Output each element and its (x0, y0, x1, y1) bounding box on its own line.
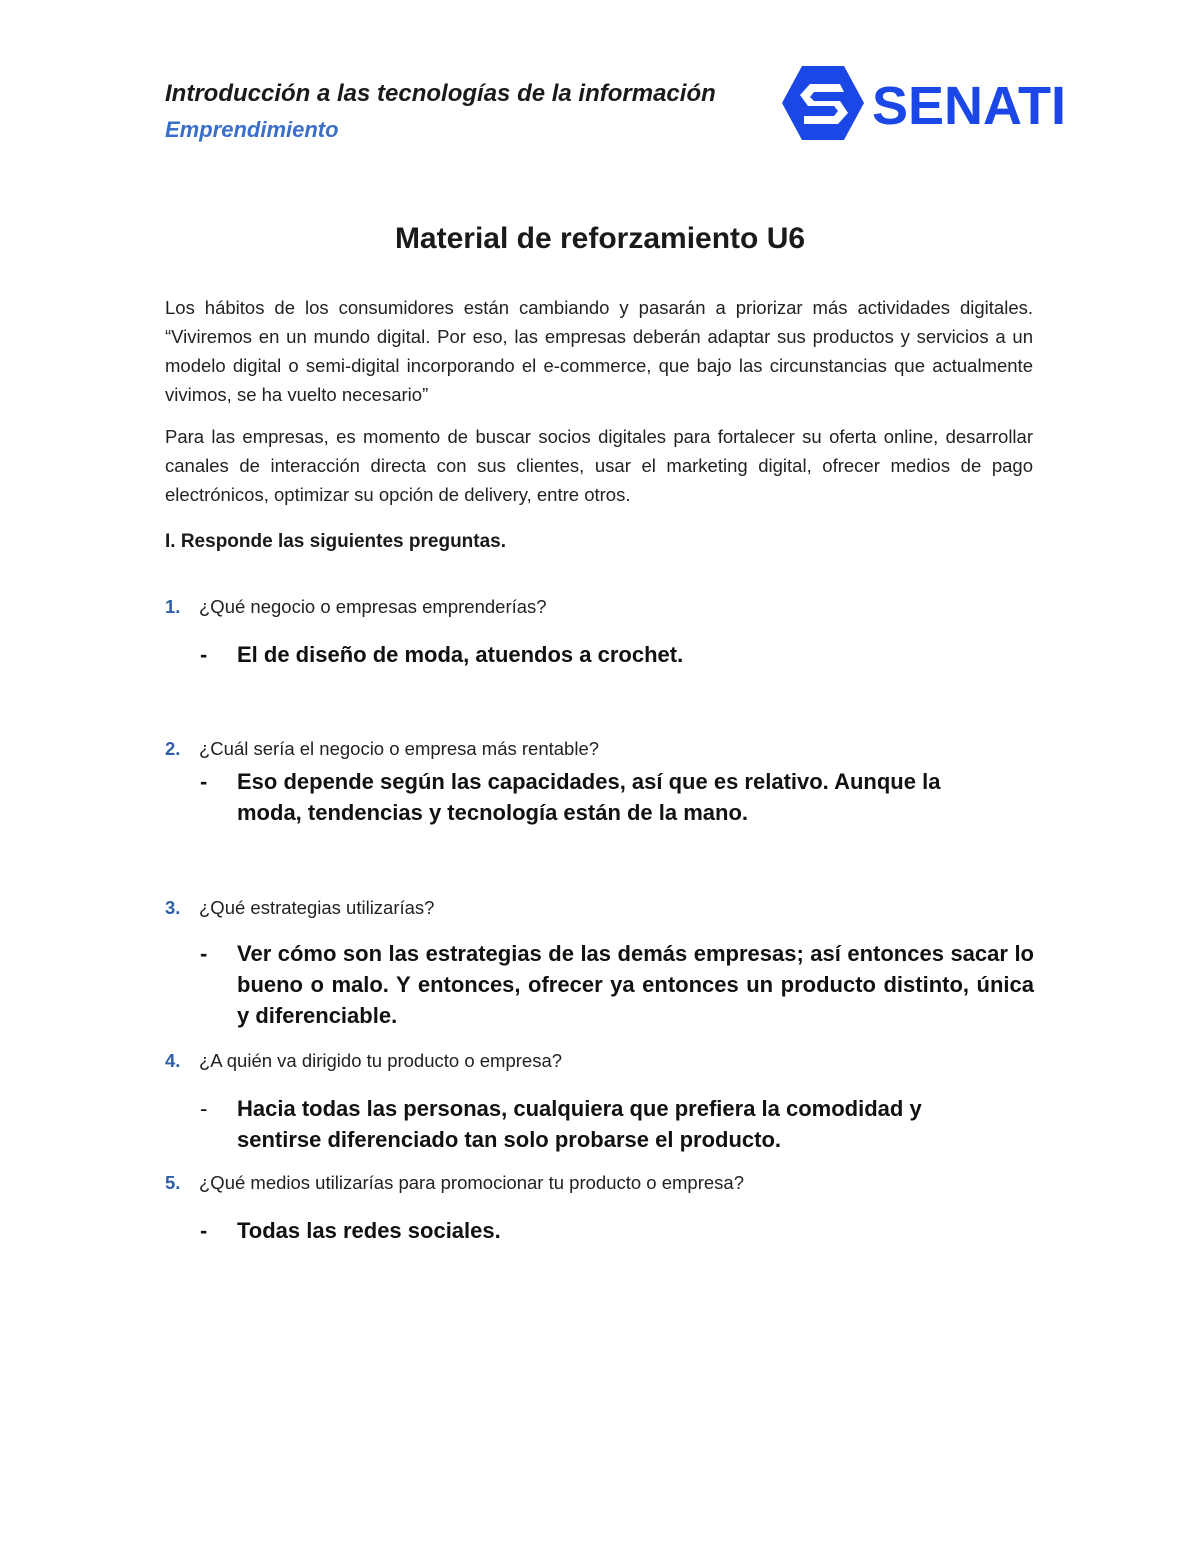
question-text: ¿Qué medios utilizarías para promocionar tu producto o empresa? (199, 1172, 744, 1193)
senati-logo (782, 64, 1072, 142)
answer-text: Eso depende según las capacidades, así que es relativo. Aunque la moda, tendencias y tecnología están de la mano. (237, 769, 941, 825)
senati-logo-text: SENATI (872, 76, 1067, 136)
intro-paragraph: Los hábitos de los consumidores están cambiando y pasarán a priorizar más actividades digitales. “Viviremos en un mundo digital. Por eso, las empresas deberán adaptar sus productos y servicios a un modelo digital o semi-digital incorporando el e-commerce, que bajo las circunstancias que actualmente vivimos, se ha vuelto necesario” (165, 297, 1033, 405)
answer-text: Hacia todas las personas, cualquiera que prefiera la comodidad y sentirse diferenciado tan solo probarse el producto. (237, 1096, 922, 1152)
question-item (165, 738, 599, 760)
answer-item (200, 639, 1034, 670)
course-title: Introducción a las tecnologías de la información (165, 80, 716, 107)
question-item (165, 1050, 562, 1072)
answer-dash: - (200, 1218, 208, 1243)
question-number: 5. (165, 1172, 181, 1193)
answer-item (200, 938, 1034, 1031)
document-title: Material de reforzamiento U6 (394, 222, 806, 255)
question-item (165, 1172, 744, 1194)
question-text: ¿Qué estrategias utilizarías? (199, 897, 435, 918)
context-paragraph: Para las empresas, es momento de buscar socios digitales para fortalecer su oferta online, desarrollar canales de interacción directa con sus clientes, usar el marketing digital, ofrecer medios de pago electrónicos, optimizar su opción de delivery, entre otros. (165, 426, 1033, 505)
answer-dash: - (200, 769, 208, 794)
question-text: ¿Cuál sería el negocio o empresa más rentable? (199, 738, 600, 759)
answer-dash: - (200, 642, 208, 667)
answer-text: Ver cómo son las estrategias de las demás empresas; así entonces sacar lo bueno o malo. Y entonces, ofrecer ya entonces un producto distinto, única y diferenciable. (237, 941, 1034, 1028)
section-heading: I. Responde las siguientes preguntas. (165, 531, 507, 552)
course-subtitle: Emprendimiento (165, 117, 339, 142)
answer-item (200, 1215, 1034, 1246)
question-text: ¿Qué negocio o empresas emprenderías? (199, 596, 547, 617)
answer-item (200, 1093, 960, 1155)
answer-dash: - (200, 941, 208, 966)
question-number: 1. (165, 596, 181, 617)
question-number: 3. (165, 897, 181, 918)
answer-text: Todas las redes sociales. (237, 1218, 501, 1243)
senati-logo-s-mark-icon (800, 84, 848, 124)
answer-item (200, 766, 960, 828)
question-item (165, 596, 547, 618)
question-text: ¿A quién va dirigido tu producto o empresa? (199, 1050, 563, 1071)
answer-text: El de diseño de moda, atuendos a crochet. (237, 642, 684, 667)
question-number: 4. (165, 1050, 181, 1071)
question-number: 2. (165, 738, 181, 759)
answer-dash: - (200, 1096, 208, 1121)
question-item (165, 897, 434, 919)
